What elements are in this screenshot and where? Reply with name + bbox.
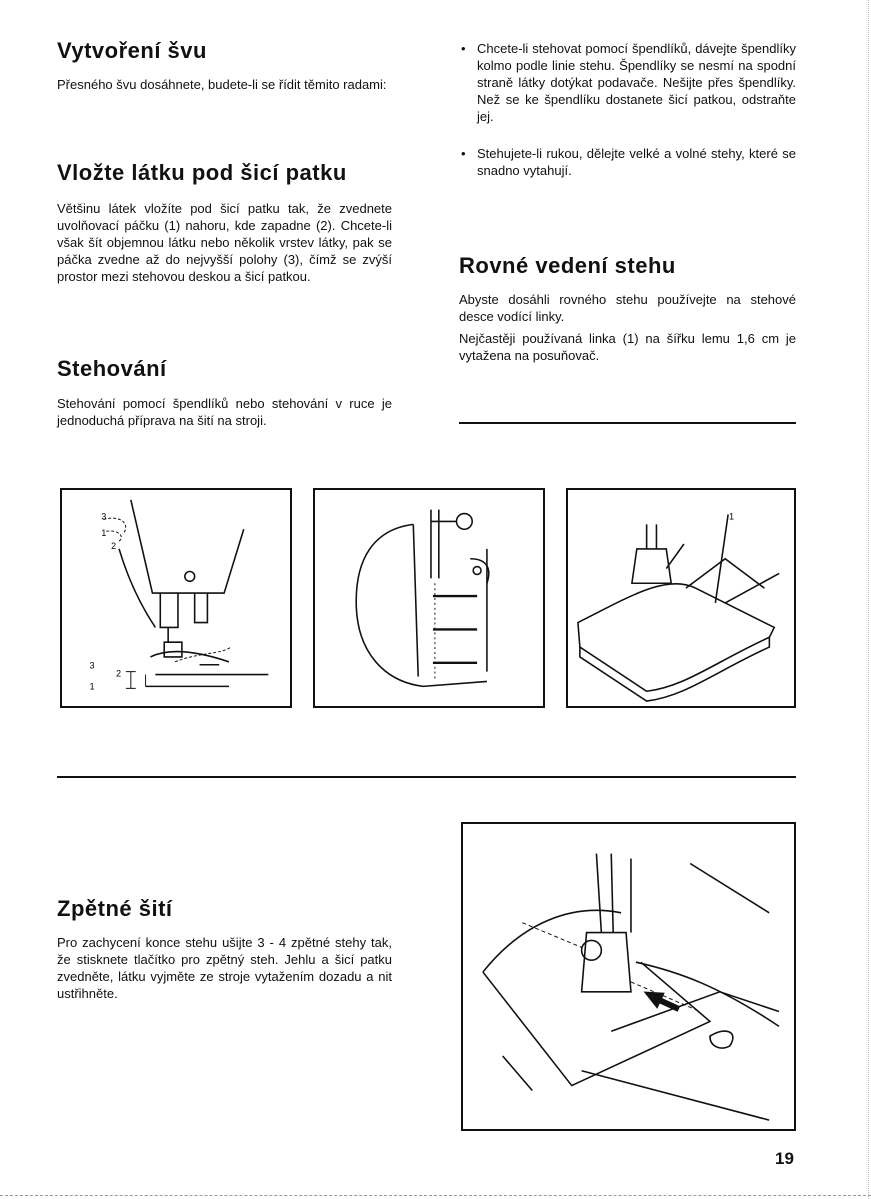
paragraph-stehovani: Stehování pomocí špendlíků nebo stehování v ruce je jednoduchá příprava na šití na stroji. [57,396,392,428]
fig1-label-2-lower: 2 [116,668,122,679]
heading-vlozte-latku: Vložte látku pod šicí patku [57,160,347,185]
page-edge-bottom [0,1195,871,1196]
figure-pin-basting [313,488,545,708]
pin-basting-illustration [315,490,543,706]
fig3-label-1: 1 [729,511,735,522]
fig1-label-3-lower: 3 [89,660,95,671]
heading-stehovani: Stehování [57,356,167,381]
heading-vytvoreni-svu: Vytvoření švu [57,38,207,63]
presser-foot-lever-illustration [62,490,290,706]
fig1-label-2-upper: 2 [111,540,117,551]
page-number: 19 [775,1149,794,1168]
paragraph-rovne-vedeni-2: Nejčastěji používaná linka (1) na šířku lemu 1,6 cm je vytažena na posuňovač. [459,331,796,363]
section-divider-main [57,776,796,778]
pinning-tips-list [459,40,796,199]
figure-reverse-sewing [461,822,796,1131]
paragraph-rovne-vedeni-1: Abyste dosáhli rovného stehu používejte na stehové desce vodící linky. [459,292,796,324]
fig1-label-1-lower: 1 [89,681,95,692]
seam-guide-illustration [568,490,794,706]
heading-zpetne-siti: Zpětné šití [57,896,173,921]
fig1-label-1-upper: 1 [101,528,107,539]
paragraph-zpetne-siti: Pro zachycení konce stehu ušijte 3 - 4 zpětné stehy tak, že stisknete tlačítko pro zpětný steh. Jehlu a šicí patku zvedněte, látku vyjměte ze stroje vytažením dozadu a nit ustřihněte. [57,935,392,1001]
figure-presser-foot-lever [60,488,292,708]
bullet-hand-basting: • Stehujete-li rukou, dělejte velké a volné stehy, které se snadno vytahují. [459,145,796,179]
section-divider-right [459,422,796,424]
page-edge-right [868,0,869,1199]
heading-rovne-vedeni: Rovné vedení stehu [459,253,676,278]
paragraph-vytvoreni-svu: Přesného švu dosáhnete, budete-li se řídit těmito radami: [57,77,387,92]
figure-seam-guide [566,488,796,708]
bullet-pins: • Chcete-li stehovat pomocí špendlíků, dávejte špendlíky kolmo podle linie stehu. Špendlíky se nesmí na spodní straně látky dotýkat podavače. Nešijte přes špendlíky. Než se ke špendlíku dostanete šicí patkou, odstraňte jej. [459,40,796,125]
reverse-sewing-illustration [463,824,794,1129]
fig1-label-3-upper: 3 [101,511,107,522]
paragraph-vlozte-latku: Většinu látek vložíte pod šicí patku tak, že zvednete uvolňovací páčku (1) nahoru, kde zapadne (2). Chcete-li však šít objemnou látku nebo několik vrstev látky, pak se páčka zvedne až do nejvyšší polohy (3), čímž se zvýší prostor mezi stehovou deskou a šicí patkou. [57,201,392,284]
